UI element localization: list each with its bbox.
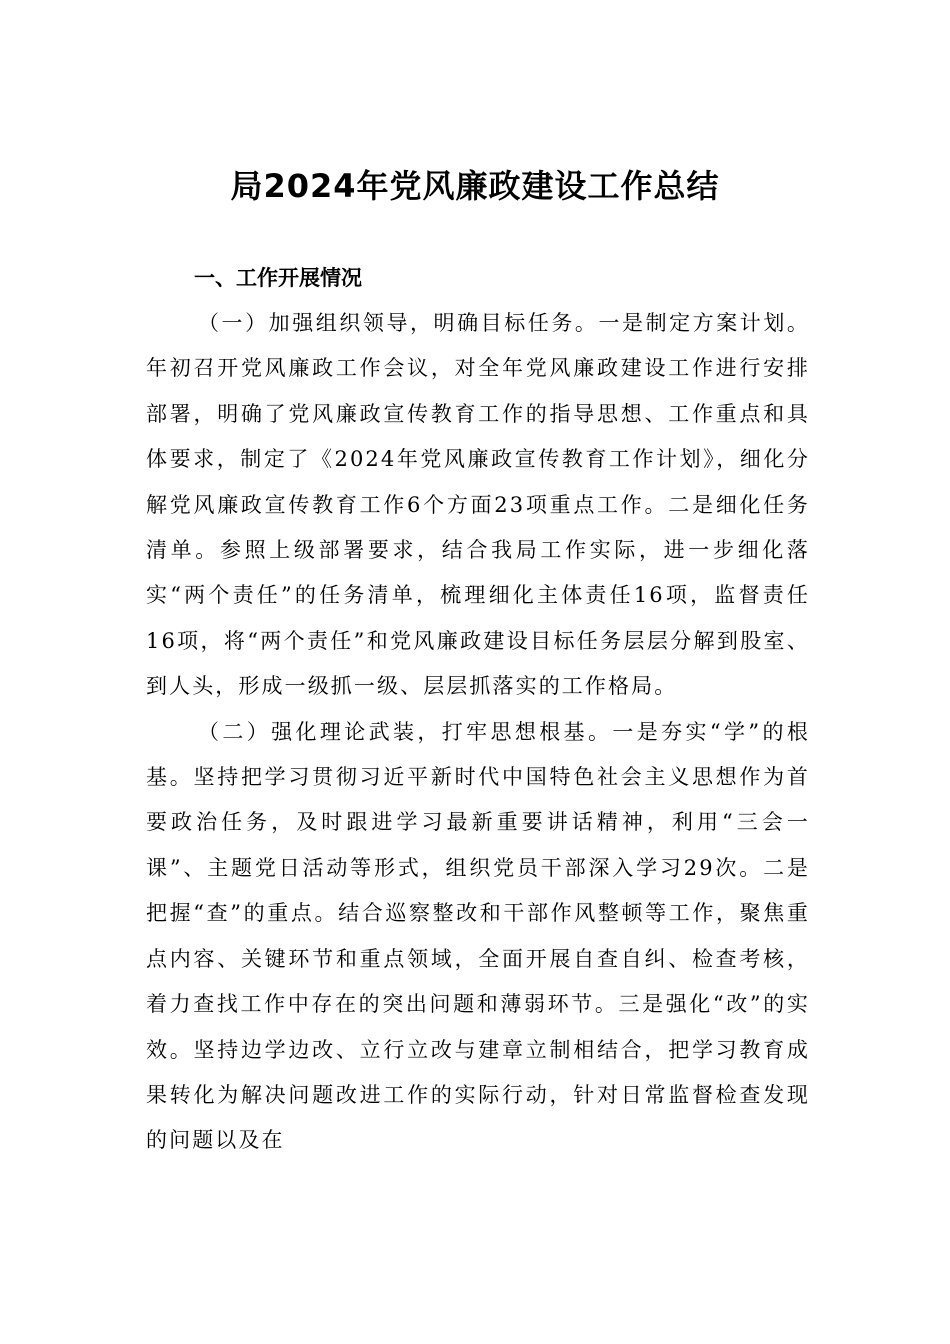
document-title: 局2024年党风廉政建设工作总结 <box>230 167 720 205</box>
section-heading: 一、工作开展情况 <box>194 266 362 290</box>
paragraph-subheading: （一）加强组织领导，明确目标任务。 <box>198 311 599 335</box>
paragraph-organization-leadership <box>146 301 810 710</box>
paragraph-text: 一是制定方案计划。年初召开党风廉政工作会议，对全年党风廉政建设工作进行安排部署，明确了党风廉政宣传教育工作的指导思想、工作重点和具体要求，制定了《2024年党风廉政宣传教育工作计划》，细化分解党风廉政宣传教育工作6个方面23项重点工作。二是细化任务清单。参照上级部署要求，结合我局工作实际，进一步细化落实“两个责任”的任务清单，梳理细化主体责任16项，监督责任16项，将“两个责任”和党风廉政建设目标任务层层分解到股室、到人头，形成一级抓一级、层层抓落实的工作格局。 <box>146 311 810 699</box>
paragraph-theory-arming <box>146 710 810 1164</box>
document-body <box>146 255 810 1164</box>
paragraph-subheading: （二）强化理论武装，打牢思想根基。 <box>198 719 613 744</box>
paragraph-text: 一是夯实“学”的根基。坚持把学习贯彻习近平新时代中国特色社会主义思想作为首要政治任务，及时跟进学习最新重要讲话精神，利用“三会一课”、主题党日活动等形式，组织党员干部深入学习29次。二是把握“查”的重点。结合巡察整改和干部作风整顿等工作，聚焦重点内容、关键环节和重点领域，全面开展自查自纠、检查考核，着力查找工作中存在的突出问题和薄弱环节。三是强化“改”的实效。坚持边学边改、立行立改与建章立制相结合，把学习教育成果转化为解决问题改进工作的实际行动，针对日常监督检查发现的问题以及在 <box>146 719 810 1153</box>
